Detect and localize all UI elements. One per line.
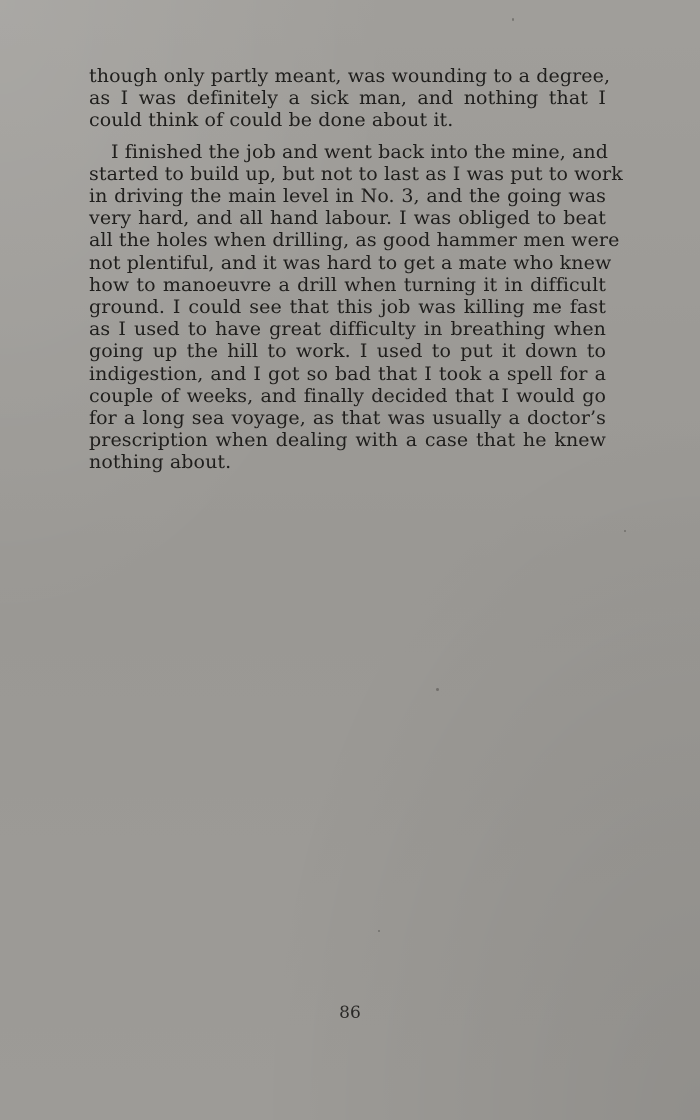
text-line: as I was definitely a sick man, and nothing that I (89, 87, 606, 110)
text-line: how to manoeuvre a drill when turning it in difficult (89, 273, 606, 296)
text-line: not plentiful, and it was hard to get a mate who knew (89, 251, 612, 274)
text-line: for a long sea voyage, as that was usually a doctor’s (89, 407, 606, 430)
text-line: though only partly meant, was wounding to a degree, (89, 65, 611, 87)
text-line: prescription when dealing with a case that he knew (89, 429, 606, 452)
paper-speck (512, 18, 514, 21)
text-line: going up the hill to work. I used to put it down to (89, 340, 606, 363)
text-line: all the holes when drilling, as good hammer men were (89, 229, 620, 252)
text-line: I finished the job and went back into the mine, and (111, 140, 609, 163)
text-line: couple of weeks, and finally decided that I would go (89, 384, 606, 407)
text-line: indigestion, and I got so bad that I took a spell for a (89, 362, 606, 385)
text-line: very hard, and all hand labour. I was obliged to beat (89, 207, 606, 230)
page-number: 86 (339, 1003, 361, 1023)
paper-speck (378, 930, 380, 932)
text-line: as I used to have great difficulty in breathing when (89, 318, 606, 341)
text-line: in driving the main level in No. 3, and the going was (89, 185, 606, 208)
text-line: could think of could be done about it. (89, 109, 454, 132)
text-line: ground. I could see that this job was killing me fast (89, 296, 606, 319)
paper-speck (436, 688, 439, 691)
text-line: started to build up, but not to last as I was put to work (89, 162, 623, 185)
paragraph-gap (89, 132, 606, 141)
paper-speck (624, 530, 626, 532)
text-line: nothing about. (89, 451, 232, 474)
body-text (89, 65, 623, 474)
